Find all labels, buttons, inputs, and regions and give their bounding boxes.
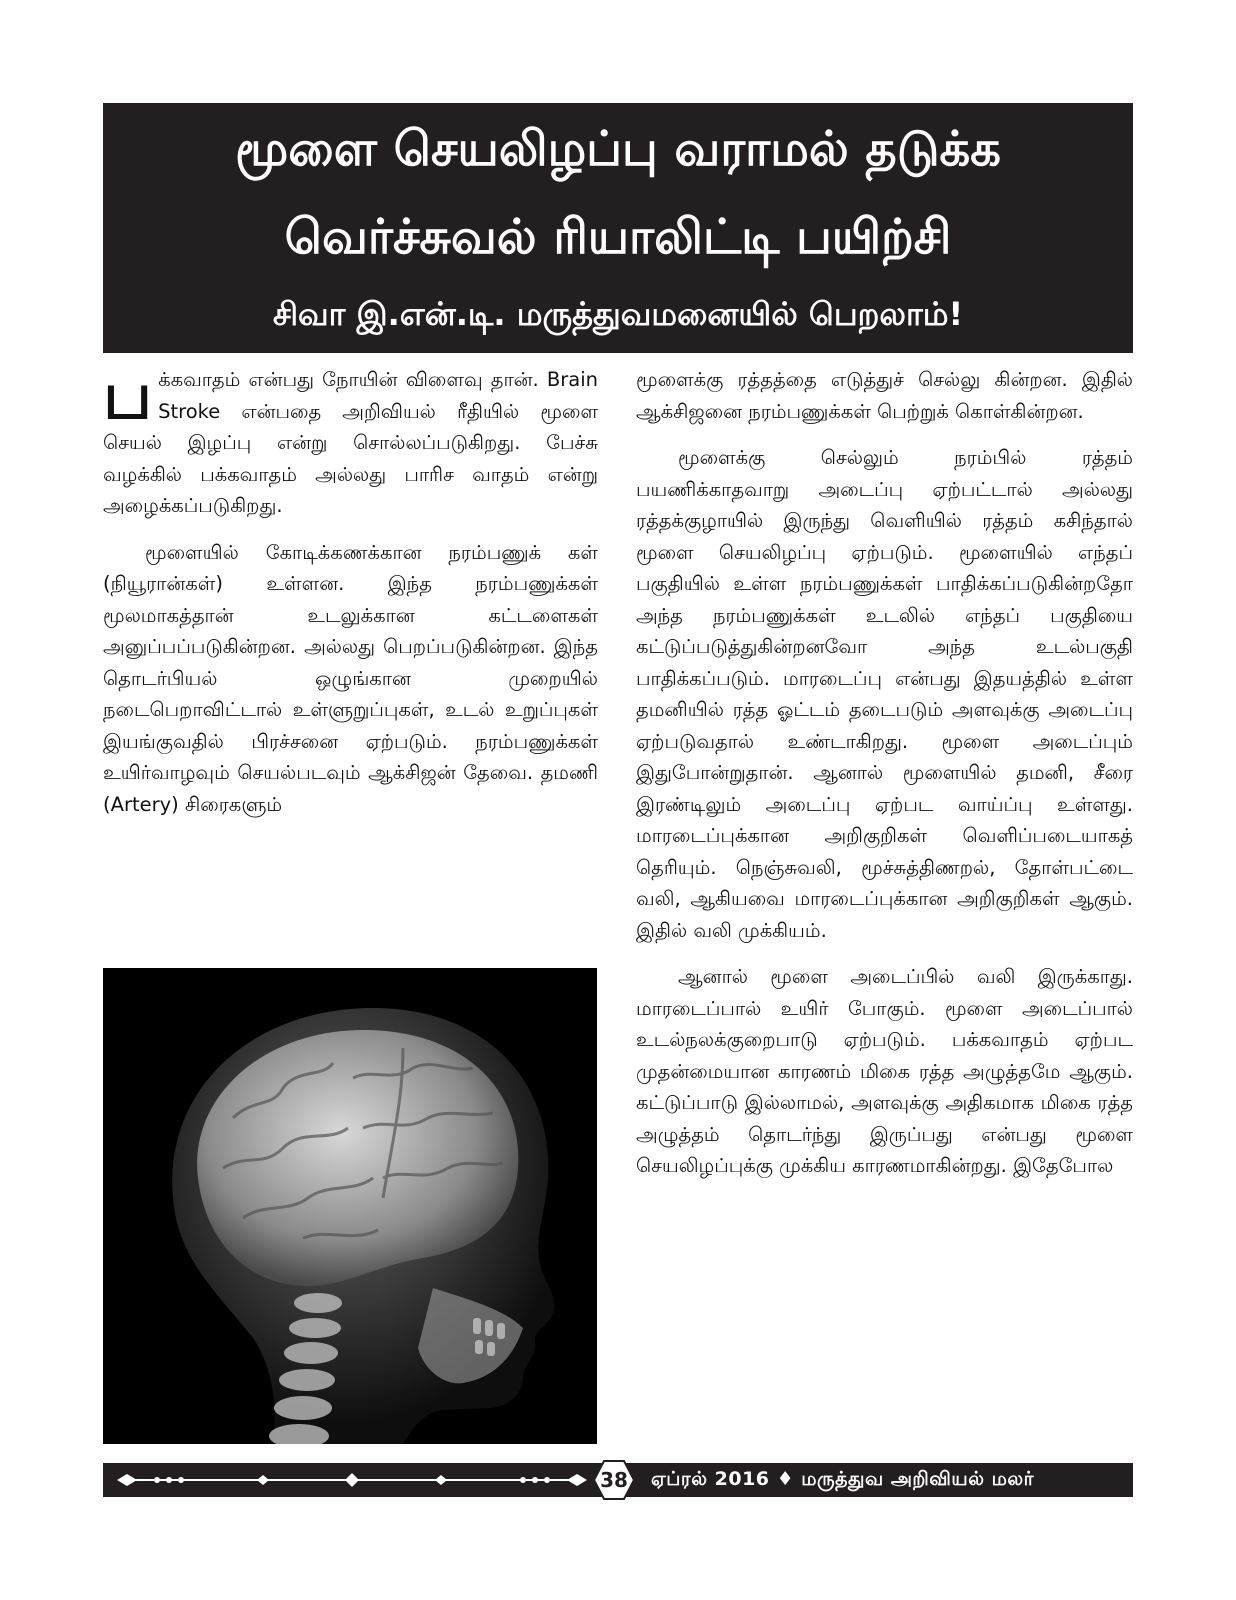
right-paragraph-2: மூளைக்கு செல்லும் நரம்பில் ரத்தம் பயணிக்காதவாறு அடைப்பு ஏற்பட்டால் அல்லது ரத்தக்குழாயில் இருந்து வெளியில் ரத்தம் கசிந்தால் மூளை செயலிழப்பு ஏற்படும். மூளையில் எந்தப் பகுதியில் உள்ள நரம்பணுக்கள் பாதிக்கப்படுகின்றதோ அந்த நரம்பணுக்கள் உடலில் எந்தப் பகுதியை கட்டுப்படுத்துகின்றனவோ அந்த உடல்பகுதி பாதிக்கப்படும். மாரடைப்பு என்பது இதயத்தில் உள்ள தமனியில் ரத்த ஓட்டம் தடைபடும் அளவுக்கு அடைப்பு ஏற்படுவதால் உண்டாகிறது. மூளை அடைப்பும் இதுபோன்றுதான். ஆனால் மூளையில் தமனி, சீரை இரண்டிலும் அடைப்பு ஏற்பட வாய்ப்பு உள்ளது. மாரடைப்புக்கான அறிகுறிகள் வெளிப்படையாகத் தெரியும். நெஞ்சுவலி, மூச்சுத்திணறல், தோள்பட்டை வலி, ஆகியவை மாரடைப்புக்கான அறிகுறிகள் ஆகும். இதில் வலி முக்கியம். bbox=[636, 446, 1133, 942]
footer-issue-info: ஏப்ரல் 2016 ♦ மருத்துவ அறிவியல் மலர் bbox=[651, 1468, 1035, 1490]
page-number-badge bbox=[593, 1459, 635, 1501]
right-paragraph-3: ஆனால் மூளை அடைப்பில் வலி இருக்காது. மாரடைப்பால் உயிர் போகும். மூளை அடைப்பால் உடல்நலக்குறைபாடு ஏற்படும். பக்கவாதம் ஏற்பட முதன்மையான காரணம் மிகை ரத்த அழுத்தமே ஆகும். கட்டுப்பாடு இல்லாமல், அளவுக்கு அதிகமாக மிகை ரத்த அழுத்தம் தொடர்ந்து இருப்பது என்பது மூளை செயலிழப்புக்கு முக்கிய காரணமாகின்றது. இதேபோல bbox=[636, 965, 1133, 1177]
right-column bbox=[636, 364, 1133, 1182]
right-paragraph-1: மூளைக்கு ரத்தத்தை எடுத்துச் செல்லு கின்றன. இதில் ஆக்சிஜனை நரம்பணுக்கள் பெற்றுக் கொள்கின்றன. bbox=[636, 368, 1133, 423]
left-paragraph-1 bbox=[103, 357, 598, 522]
article-title-line2: வெர்ச்சுவல் ரியாலிட்டி பயிற்சி bbox=[284, 209, 952, 265]
left-paragraph-1-text: க்கவாதம் என்பது நோயின் விளைவு தான். Brain Stroke என்பதை அறிவியல் ரீதியில் மூளை செயல் இழப்பு என்று சொல்லப்படுகிறது. பேச்சு வழக்கில் பக்கவாதம் அல்லது பாரிச வாதம் என்று அழைக்கப்படுகிறது. bbox=[103, 368, 598, 517]
xray-brain-skull-icon bbox=[103, 968, 597, 1444]
article-header bbox=[103, 103, 1133, 353]
left-column bbox=[103, 357, 598, 820]
brain-xray-image bbox=[103, 968, 597, 1444]
page-footer bbox=[103, 1463, 1133, 1497]
page-number: 38 bbox=[600, 1468, 628, 1492]
footer-ornament-icon bbox=[117, 1468, 587, 1492]
article-subtitle: சிவா இ.என்.டி. மருத்துவமனையில் பெறலாம்! bbox=[272, 295, 964, 333]
dropcap-letter: ப bbox=[103, 357, 153, 434]
article-title-line1: மூளை செயலிழப்பு வராமல் தடுக்க bbox=[235, 121, 1001, 177]
left-paragraph-2: மூளையில் கோடிக்கணக்கான நரம்பணுக் கள் (நியூரான்கள்) உள்ளன. இந்த நரம்பணுக்கள் மூலமாகத்தான் உடலுக்கான கட்டளைகள் அனுப்பப்படுகின்றன. அல்லது பெறப்படுகின்றன. இந்த தொடர்பியல் ஒழுங்கான முறையில் நடைபெறாவிட்டால் உள்ளுறுப்புகள், உடல் உறுப்புகள் இயங்குவதில் பிரச்சனை ஏற்படும். நரம்பணுக்கள் உயிர்வாழவும் செயல்படவும் ஆக்சிஜன் தேவை. தமணி (Artery) சிரைகளும் bbox=[103, 540, 598, 816]
